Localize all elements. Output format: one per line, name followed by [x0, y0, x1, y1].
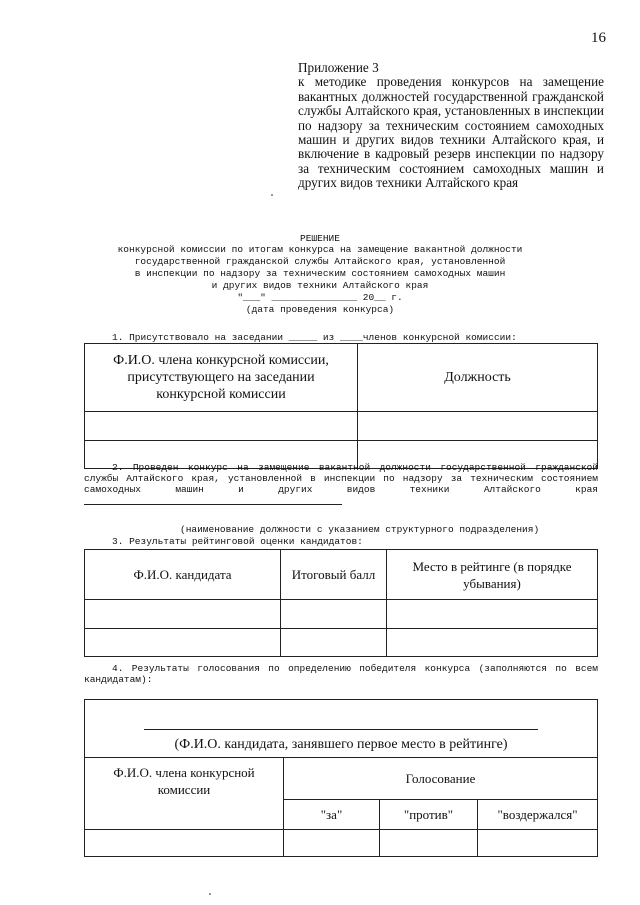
rating-header-place: Место в рейтинге (в порядке убывания)	[387, 550, 598, 600]
position-blank	[84, 495, 342, 505]
rating-cell	[387, 629, 598, 657]
rating-cell	[281, 600, 387, 629]
winner-cell	[85, 700, 598, 758]
decision-line-4: и других видов техники Алтайского края	[211, 280, 429, 291]
vote-cell	[284, 830, 380, 857]
item3-text: 3. Результаты рейтинговой оценки кандидатов:	[112, 536, 363, 547]
vote-option-abstain: "воздержался"	[478, 800, 598, 830]
rating-cell	[85, 629, 281, 657]
appendix-header	[298, 61, 604, 191]
vote-header-member: Ф.И.О. члена конкурсной комиссии	[85, 758, 284, 830]
vote-cell	[478, 830, 598, 857]
item1-text: 1. Присутствовало на заседании _____ из ____членов конкурсной комиссии:	[112, 332, 517, 343]
date-caption: (дата проведения конкурса)	[245, 304, 395, 315]
scan-speck	[209, 893, 211, 895]
vote-option-for: "за"	[284, 800, 380, 830]
scan-speck	[271, 194, 273, 196]
item4-text: 4. Результаты голосования по определению победителя конкурса (заполняются по всем кандидатам):	[84, 663, 598, 685]
rating-header-score: Итоговый балл	[281, 550, 387, 600]
winner-blank	[144, 729, 538, 730]
rating-cell	[85, 600, 281, 629]
rating-cell	[387, 600, 598, 629]
decision-heading: РЕШЕНИЕ	[300, 233, 340, 244]
item2-text: 2. Проведен конкурс на замещение вакантной должности государственной гражданской службы Алтайского края, установленной в инспекции по надзору за техническим состоянием самоходных машин и других видов техники Алтайского края	[84, 462, 598, 508]
rating-header-candidate: Ф.И.О. кандидата	[85, 550, 281, 600]
vote-cell	[380, 830, 478, 857]
vote-option-against: "против"	[380, 800, 478, 830]
winner-caption: (Ф.И.О. кандидата, занявшего первое место в рейтинге)	[174, 737, 508, 752]
decision-line-1: конкурсной комиссии по итогам конкурса на замещение вакантной должности	[117, 244, 523, 255]
decision-line-2: государственной гражданской службы Алтайского края, установленной	[134, 256, 506, 267]
appendix-title: Приложение 3	[298, 60, 379, 75]
members-header-name: Ф.И.О. члена конкурсной комиссии, присутствующего на заседании конкурсной комиссии	[85, 344, 358, 412]
voting-table	[84, 699, 598, 857]
members-cell	[358, 412, 598, 441]
members-cell	[85, 412, 358, 441]
rating-table	[84, 549, 598, 657]
date-line: "___" _______________ 20__ г.	[237, 292, 403, 303]
page-number: 16	[591, 30, 606, 46]
members-table	[84, 343, 598, 469]
rating-cell	[281, 629, 387, 657]
vote-header-voting: Голосование	[284, 758, 598, 800]
vote-cell	[85, 830, 284, 857]
item2-caption: (наименование должности с указанием структурного подразделения)	[180, 524, 540, 535]
members-header-position: Должность	[358, 344, 598, 412]
decision-line-3: в инспекции по надзору за техническим состоянием самоходных машин	[134, 268, 506, 279]
appendix-text: к методике проведения конкурсов на замещение вакантных должностей государственной гражданской службы Алтайского края, установленных в инспекции по надзору за техническим состоянием самоходных машин и других видов техники Алтайского края, и включение в кадровый резерв инспекции по надзору за техническим состоянием самоходных машин и других видов техники Алтайского края	[298, 74, 604, 191]
